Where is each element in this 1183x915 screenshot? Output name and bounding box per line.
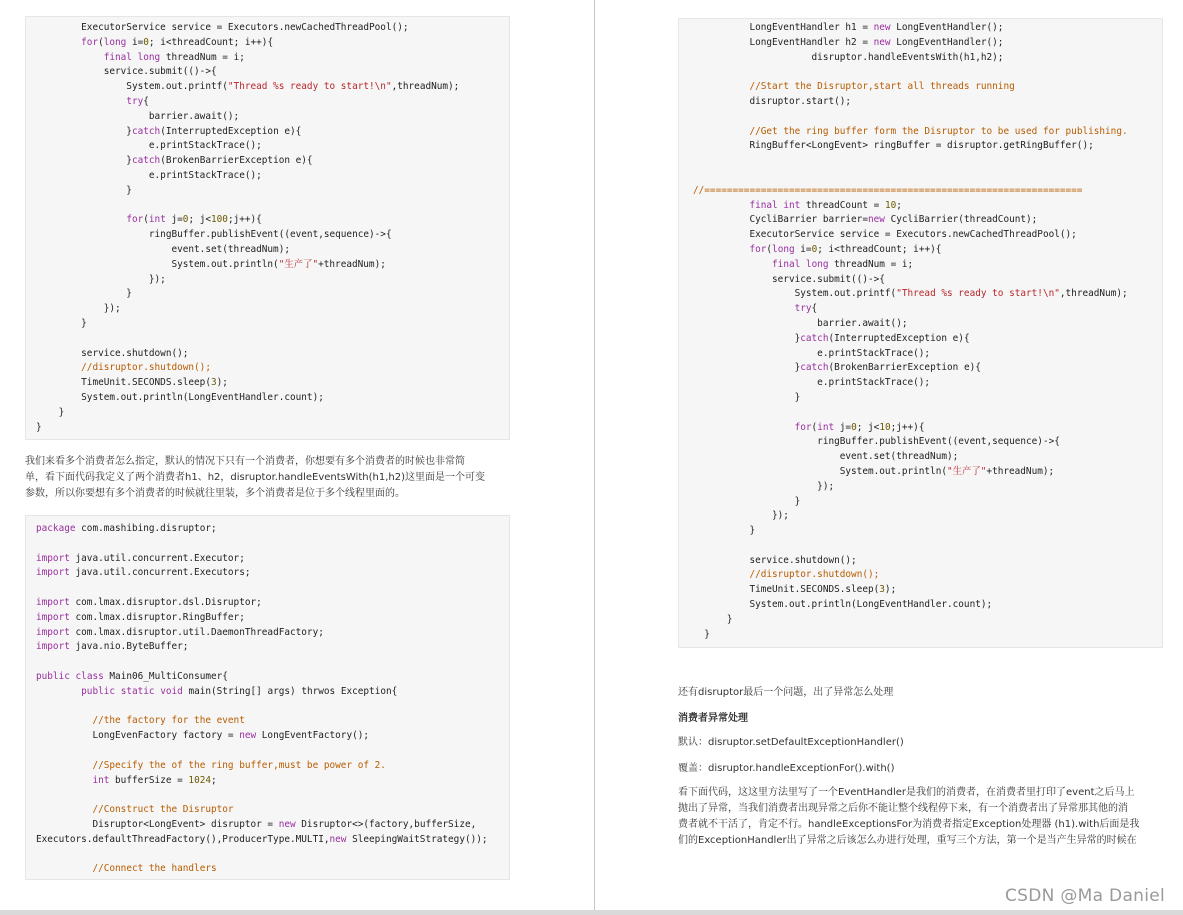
code-line: }catch(BrokenBarrierException e){ <box>36 155 313 167</box>
code-line: ringBuffer.publishEvent((event,sequence)->{ <box>693 436 1060 448</box>
code-line <box>36 581 509 596</box>
code-line: e.printStackTrace(); <box>36 169 262 181</box>
code-line: int bufferSize = 1024; <box>92 774 217 786</box>
code-line: LongEventHandler h1 = new LongEventHandler(); <box>693 22 1004 33</box>
code-block-right <box>678 18 1163 648</box>
code-line <box>36 744 509 759</box>
code-line: //Construct the Disruptor <box>92 804 234 816</box>
code-line: System.out.println("生产了"+threadNum); <box>36 258 386 270</box>
code-line: for(int j=0; j<10;j++){ <box>794 421 925 433</box>
code-line: } <box>693 613 733 625</box>
code-line: }catch(InterruptedException e){ <box>36 125 302 137</box>
code-line: }catch(InterruptedException e){ <box>693 332 970 344</box>
code-line: import java.nio.ByteBuffer; <box>36 641 189 653</box>
exception-paragraph <box>678 785 1170 849</box>
code-line: disruptor.handleEventsWith(h1,h2); <box>693 51 1004 63</box>
code-line: for(long i=0; i<threadCount; i++){ <box>749 243 942 255</box>
code-line: //Start the Disruptor,start all threads running <box>749 81 1015 93</box>
code-line: import java.util.concurrent.Executor; <box>36 552 245 564</box>
code-line: //disruptor.shutdown(); <box>81 362 211 374</box>
code-line: } <box>36 317 87 329</box>
code-line: //disruptor.shutdown(); <box>749 569 880 581</box>
code-line: public static void main(String[] args) thrwos Exception{ <box>81 685 398 697</box>
code-line: e.printStackTrace(); <box>36 140 262 152</box>
code-line <box>36 332 509 347</box>
multi-consumer-paragraph <box>25 454 515 502</box>
code-line: //Get the ring buffer form the Disruptor to be used for publishing. <box>749 125 1128 137</box>
code-line: e.printStackTrace(); <box>693 347 931 359</box>
code-line: //Specify the of the ring buffer,must be power of 2. <box>92 759 386 771</box>
code-line: event.set(threadNum); <box>36 243 290 255</box>
bottom-strip <box>0 910 1183 915</box>
code-line: TimeUnit.SECONDS.sleep(3); <box>36 377 228 389</box>
code-line: Disruptor<LongEvent> disruptor = new Disruptor<>(factory,bufferSize, <box>36 818 477 830</box>
paragraph-line: 单，看下面代码我定义了两个消费者h1、h2，disruptor.handleEventsWith(h1,h2)这里面是一个可变 <box>25 472 485 483</box>
code-line: System.out.println(LongEventHandler.count); <box>36 391 324 403</box>
code-line: barrier.await(); <box>36 110 240 122</box>
code-line: } <box>693 495 801 507</box>
code-line: event.set(threadNum); <box>693 451 959 463</box>
csdn-watermark: CSDN @Ma Daniel <box>1005 886 1166 906</box>
code-line: import com.lmax.disruptor.dsl.Disruptor; <box>36 596 262 608</box>
code-line: Executors.defaultThreadFactory(),ProducerType.MULTI,new SleepingWaitStrategy()); <box>36 833 488 845</box>
code-block-multi-consumer <box>25 515 510 880</box>
paragraph-line: 费者就不干活了，肯定不行。handleExceptionsFor为消费者指定Exception处理器 (h1).with后面是我 <box>678 819 1140 830</box>
code-line: System.out.println("生产了"+threadNum); <box>693 465 1055 477</box>
code-line: } <box>36 184 132 196</box>
code-line <box>693 539 1162 554</box>
code-line <box>36 655 509 670</box>
exception-question: 还有disruptor最后一个问题，出了异常怎么处理 <box>678 687 894 698</box>
code-line: import com.lmax.disruptor.util.DaemonThreadFactory; <box>36 626 324 638</box>
code-line: import java.util.concurrent.Executors; <box>36 567 251 579</box>
code-line <box>693 406 1162 421</box>
code-line: service.submit(()->{ <box>36 66 217 78</box>
code-line: //the factory for the event <box>92 715 245 727</box>
code-line: service.shutdown(); <box>36 347 189 359</box>
right-page <box>595 0 1183 912</box>
code-line: TimeUnit.SECONDS.sleep(3); <box>693 584 897 596</box>
code-line: try{ <box>794 303 818 315</box>
code-line: for(long i=0; i<threadCount; i++){ <box>81 36 274 48</box>
code-line: ExecutorService service = Executors.newCachedThreadPool(); <box>36 22 409 33</box>
code-line: } <box>36 288 132 300</box>
exception-heading: 消费者异常处理 <box>678 713 748 724</box>
code-line: }); <box>693 480 835 492</box>
code-line <box>36 788 509 803</box>
code-block-top <box>25 16 510 440</box>
code-line: final int threadCount = 10; <box>749 199 902 211</box>
code-line: }); <box>693 510 789 522</box>
code-line: public class Main06_MultiConsumer{ <box>36 670 228 682</box>
code-line: LongEvenFactory factory = new LongEventFactory(); <box>36 730 370 742</box>
code-line <box>36 537 509 552</box>
code-line: disruptor.start(); <box>693 95 852 107</box>
code-line: System.out.printf("Thread %s ready to start!\n",threadNum); <box>36 81 460 93</box>
code-line: try{ <box>126 95 149 107</box>
code-line: ringBuffer.publishEvent((event,sequence)->{ <box>36 229 392 241</box>
code-line: final long threadNum = i; <box>103 51 245 63</box>
code-line: System.out.println(LongEventHandler.count); <box>693 599 993 611</box>
override-handler-line: 覆盖：disruptor.handleExceptionFor().with() <box>678 763 895 774</box>
code-line: //Connect the handlers <box>92 863 217 875</box>
code-line <box>36 199 509 214</box>
code-line: //=================================================================== <box>693 184 1083 196</box>
code-line: }); <box>36 273 166 285</box>
code-line: }catch(BrokenBarrierException e){ <box>693 362 981 374</box>
code-line: }); <box>36 303 121 315</box>
code-line: ExecutorService service = Executors.newCachedThreadPool(); <box>693 229 1077 241</box>
paragraph-line: 参数，所以你要想有多个消费者的时候就往里装，多个消费者是位于多个线程里面的。 <box>25 488 405 499</box>
paragraph-line: 我们来看多个消费者怎么指定，默认的情况下只有一个消费者，你想要有多个消费者的时候也非常简 <box>25 456 465 467</box>
code-line: } <box>693 525 756 537</box>
code-line <box>693 169 1162 184</box>
code-line <box>693 154 1162 169</box>
code-line: LongEventHandler h2 = new LongEventHandler(); <box>693 36 1004 48</box>
code-line <box>693 65 1162 80</box>
paragraph-line: 看下面代码，这这里方法里写了一个EventHandler是我们的消费者，在消费者里打印了event之后马上 <box>678 787 1135 798</box>
code-line: final long threadNum = i; <box>772 258 914 270</box>
code-line <box>693 110 1162 125</box>
code-line: package com.mashibing.disruptor; <box>36 523 217 534</box>
code-line: } <box>36 421 42 433</box>
code-line: System.out.printf("Thread %s ready to start!\n",threadNum); <box>693 288 1128 300</box>
code-line: } <box>693 628 710 640</box>
code-line <box>36 700 509 715</box>
code-line: RingBuffer<LongEvent> ringBuffer = disruptor.getRingBuffer(); <box>693 140 1094 152</box>
code-line: CycliBarrier barrier=new CycliBarrier(threadCount); <box>693 214 1038 226</box>
code-line: } <box>36 406 65 418</box>
paragraph-line: 们的ExceptionHandler出了异常之后该怎么办进行处理，重写三个方法，第一个是当产生异常的时候在 <box>678 835 1137 846</box>
code-line: e.printStackTrace(); <box>693 377 931 389</box>
code-line <box>36 848 509 863</box>
paragraph-line: 抛出了异常，当我们消费者出现异常之后你不能让整个线程停下来，有一个消费者出了异常那其他的消 <box>678 803 1128 814</box>
code-line: } <box>693 391 801 403</box>
code-line: service.shutdown(); <box>693 554 857 566</box>
code-line: barrier.await(); <box>693 317 908 329</box>
code-line: import com.lmax.disruptor.RingBuffer; <box>36 611 245 623</box>
code-line: service.submit(()->{ <box>693 273 885 285</box>
code-line: for(int j=0; j<100;j++){ <box>126 214 262 226</box>
default-handler-line: 默认：disruptor.setDefaultExceptionHandler() <box>678 737 904 748</box>
